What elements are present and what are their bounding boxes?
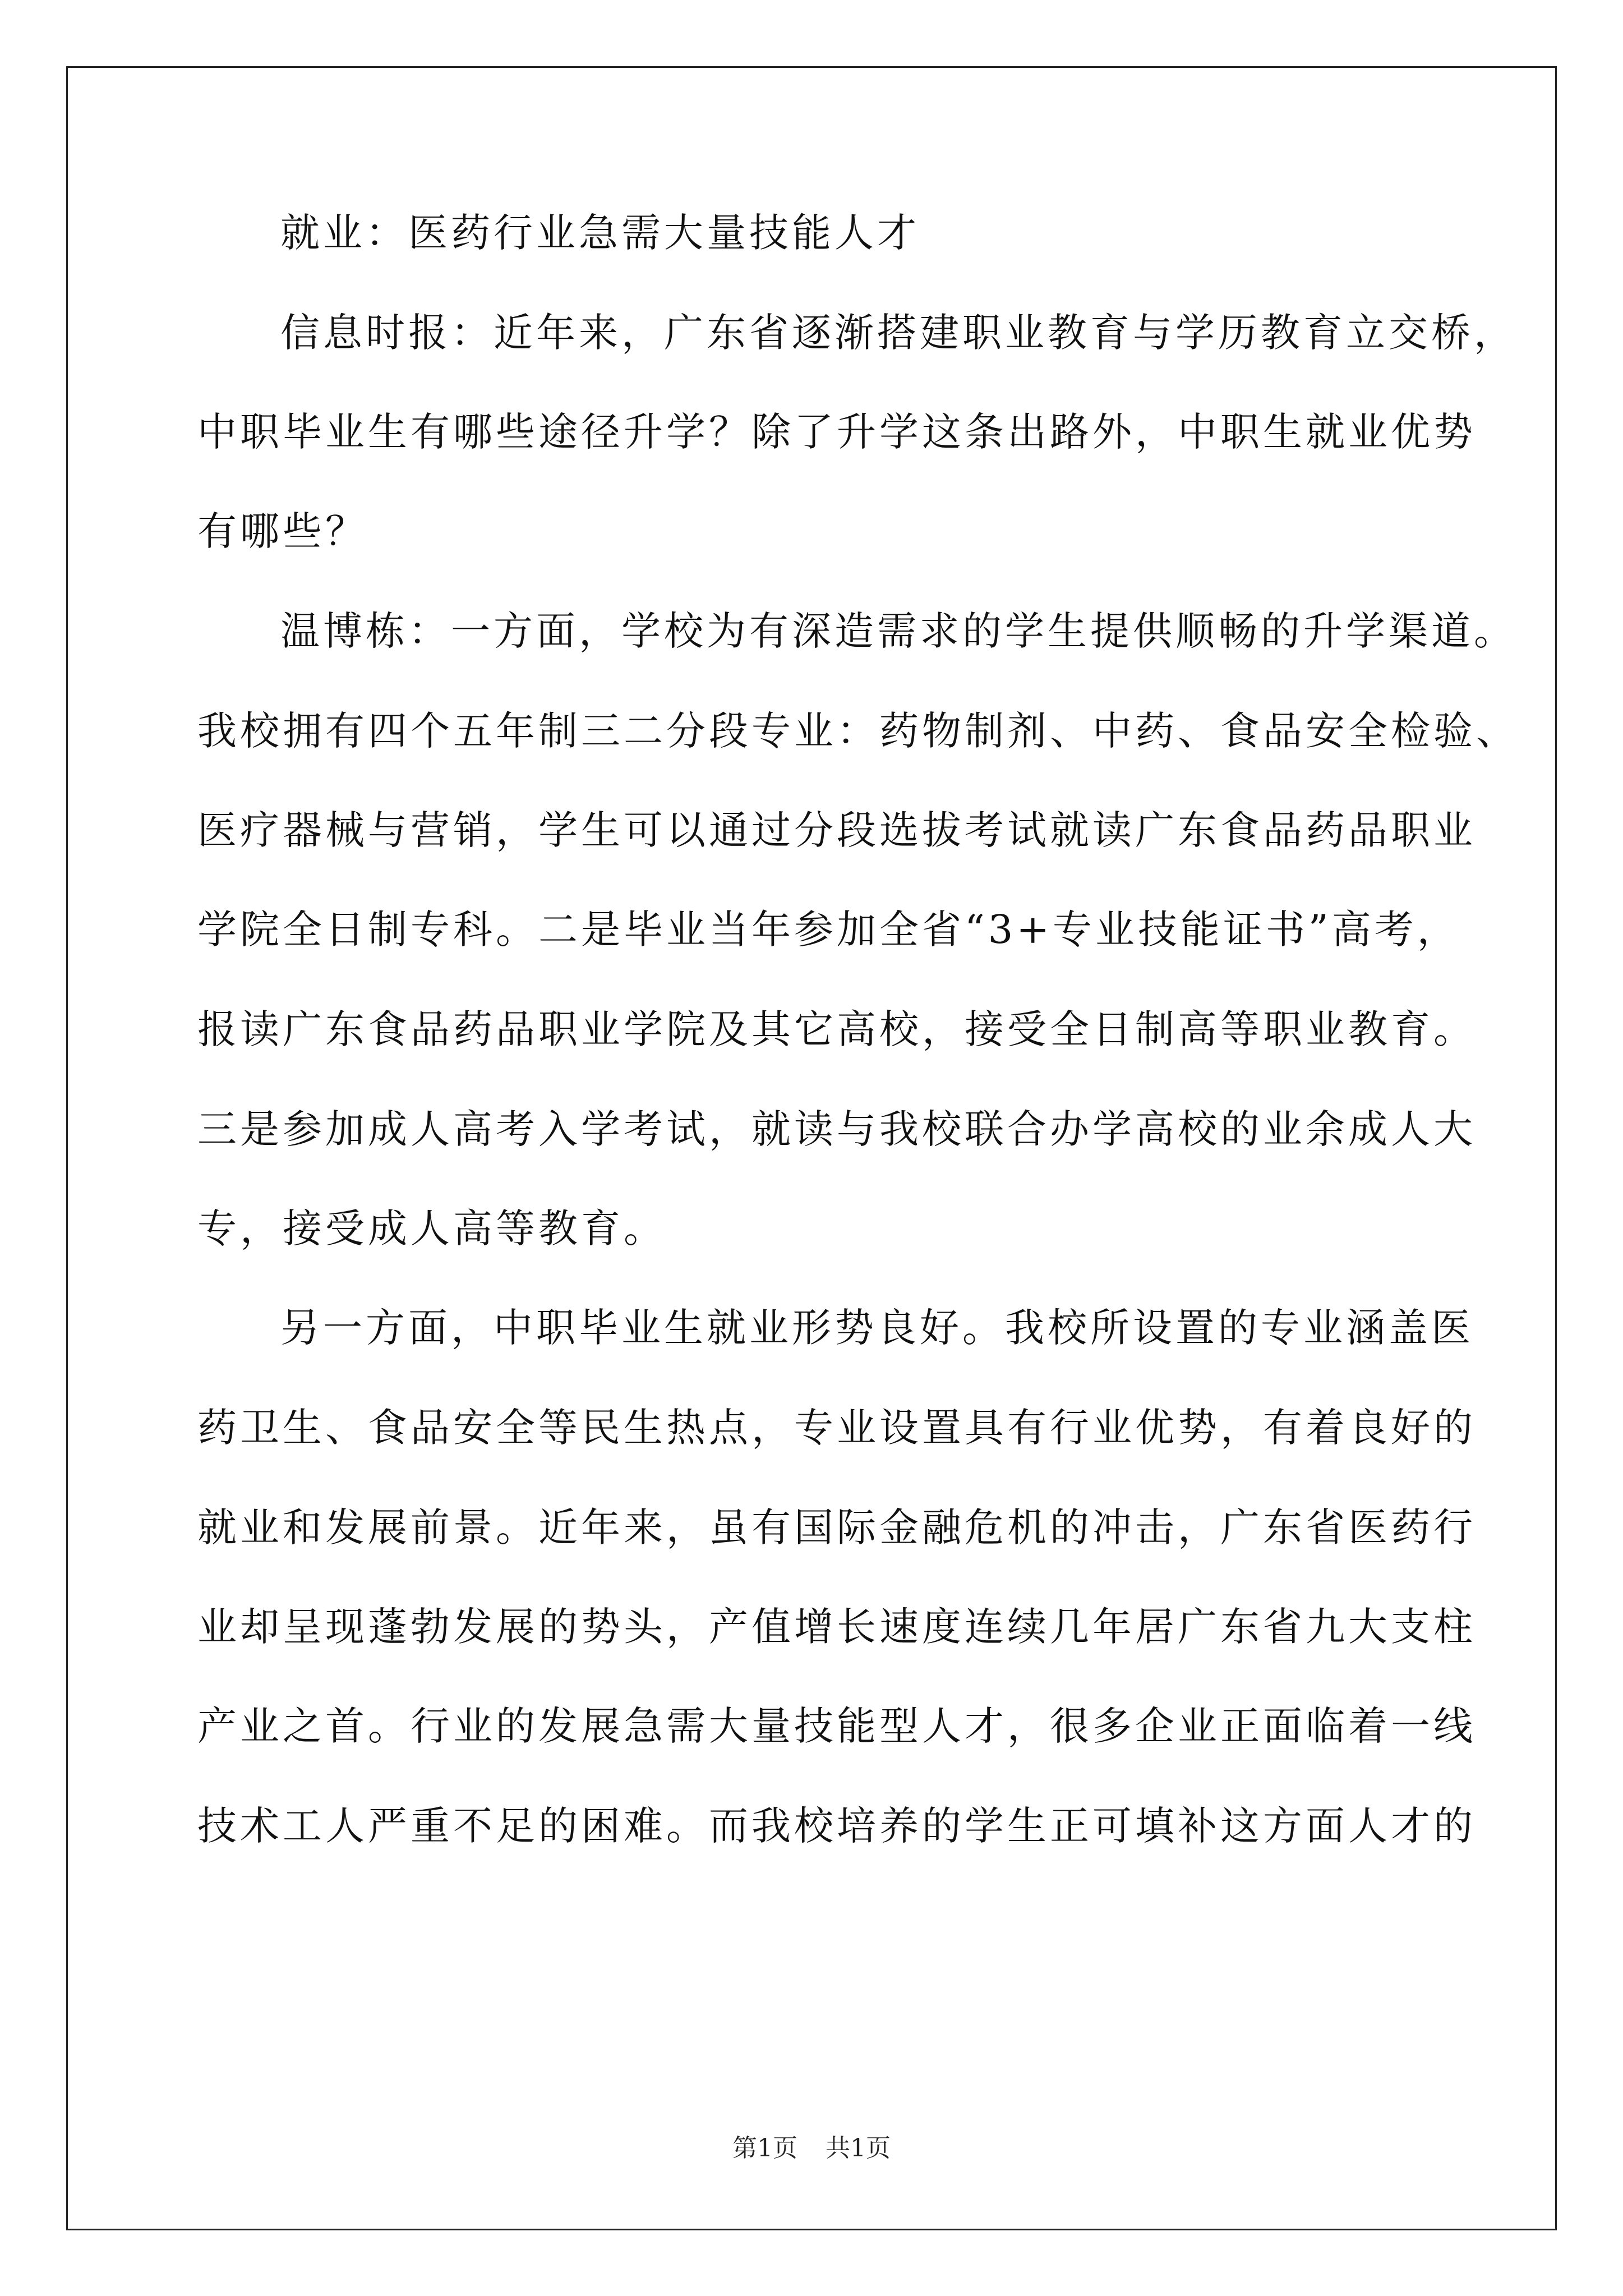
paragraph-line: 药卫生、食品安全等民生热点，专业设置具有行业优势，有着良好的 — [197, 1405, 1476, 1451]
paragraph-line: 有哪些？ — [197, 508, 368, 554]
page-number-current: 第1页 — [732, 2134, 797, 2162]
paragraph-line: 医疗器械与营销，学生可以通过分段选拔考试就读广东食品药品职业 — [197, 807, 1476, 853]
paragraph-line: 温博栋：一方面，学校为有深造需求的学生提供顺畅的升学渠道。 — [280, 608, 1516, 654]
page-footer — [0, 2132, 1623, 2165]
paragraph-line: 专，接受成人高等教育。 — [197, 1205, 666, 1251]
paragraph-line: 中职毕业生有哪些途径升学？除了升学这条出路外，中职生就业优势 — [197, 409, 1476, 455]
paragraph-line: 就业和发展前景。近年来，虽有国际金融危机的冲击，广东省医药行 — [197, 1504, 1476, 1550]
paragraph-line: 学院全日制专科。二是毕业当年参加全省“3+专业技能证书”高考， — [197, 907, 1460, 953]
paragraph-line: 我校拥有四个五年制三二分段专业：药物制剂、中药、食品安全检验、 — [197, 708, 1519, 754]
paragraph-line: 技术工人严重不足的困难。而我校培养的学生正可填补这方面人才的 — [197, 1803, 1476, 1849]
paragraph-line: 信息时报：近年来，广东省逐渐搭建职业教育与学历教育立交桥， — [280, 310, 1516, 356]
page-number-total: 共1页 — [826, 2134, 891, 2162]
paragraph-line: 业却呈现蓬勃发展的势头，产值增长速度连续几年居广东省九大支柱 — [197, 1604, 1476, 1650]
paragraph-line: 三是参加成人高考入学考试，就读与我校联合办学高校的业余成人大 — [197, 1106, 1476, 1152]
paragraph-line: 报读广东食品药品职业学院及其它高校，接受全日制高等职业教育。 — [197, 1006, 1476, 1052]
document-title: 就业：医药行业急需大量技能人才 — [280, 210, 920, 256]
paragraph-line: 另一方面，中职毕业生就业形势良好。我校所设置的专业涵盖医 — [280, 1305, 1474, 1351]
paragraph-line: 产业之首。行业的发展急需大量技能型人才，很多企业正面临着一线 — [197, 1703, 1476, 1749]
